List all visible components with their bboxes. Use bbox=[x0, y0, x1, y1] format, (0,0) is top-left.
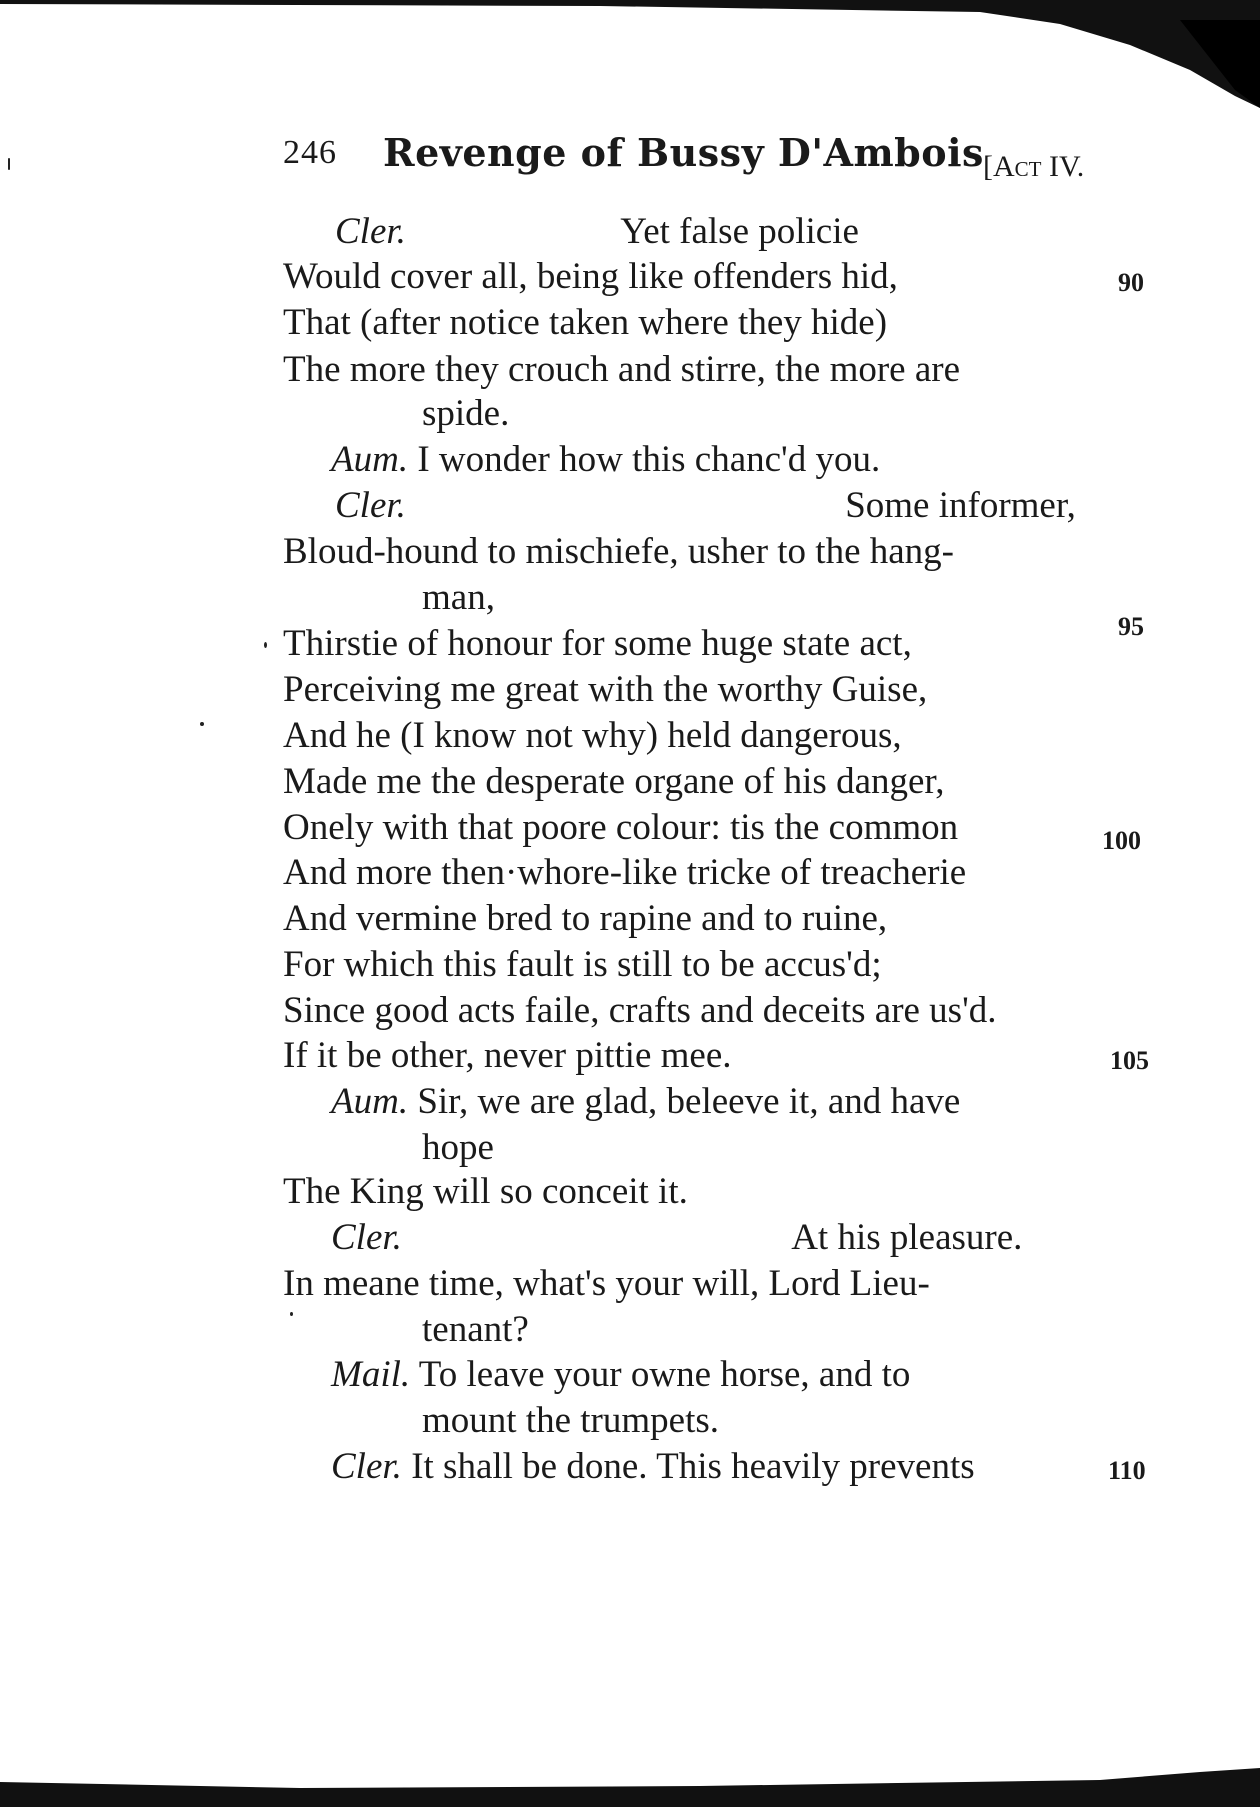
verse-line bbox=[331, 1353, 910, 1397]
page-number: 246 bbox=[283, 134, 337, 171]
verse-line: Perceiving me great with the worthy Guise, bbox=[283, 669, 928, 710]
scan-speck bbox=[264, 642, 267, 648]
act-label: [Act IV. bbox=[983, 150, 1085, 183]
line-number: 95 bbox=[1118, 612, 1144, 641]
verse-line bbox=[335, 484, 1076, 528]
speaker-name: Aum. bbox=[331, 439, 409, 480]
verse-line: And more then·whore-like tricke of treacherie bbox=[283, 852, 967, 893]
page-edge-bottom bbox=[0, 1760, 1260, 1807]
verse-line: Would cover all, being like offenders hid, bbox=[283, 256, 898, 297]
line-number: 105 bbox=[1110, 1046, 1149, 1075]
verse-line: That (after notice taken where they hide) bbox=[283, 302, 888, 343]
speaker-name: Aum. bbox=[331, 1081, 409, 1122]
line-text: To leave your owne horse, and to bbox=[418, 1354, 911, 1395]
line-number: 90 bbox=[1118, 268, 1144, 297]
verse-line bbox=[331, 1216, 1022, 1260]
line-number: 110 bbox=[1108, 1456, 1146, 1485]
line-text: I wonder how this chanc'd you. bbox=[417, 439, 881, 480]
speaker-name: Mail. bbox=[331, 1354, 411, 1395]
running-header bbox=[283, 128, 1113, 188]
verse-line: And he (I know not why) held dangerous, bbox=[283, 715, 902, 756]
verse-line bbox=[335, 210, 859, 254]
verse-line bbox=[331, 438, 880, 482]
verse-line: Onely with that poore colour: tis the common bbox=[283, 807, 959, 848]
line-text: Some informer, bbox=[845, 485, 1076, 526]
verse-line: tenant? bbox=[422, 1309, 529, 1350]
speaker-name: Cler. bbox=[331, 1217, 402, 1258]
verse-line: The more they crouch and stirre, the more are bbox=[283, 349, 961, 390]
verse-line: spide. bbox=[422, 393, 510, 434]
line-number: 100 bbox=[1102, 826, 1141, 855]
verse-line bbox=[331, 1080, 960, 1124]
scan-speck bbox=[290, 1312, 293, 1316]
verse-line: Bloud-hound to mischiefe, usher to the hang- bbox=[283, 531, 955, 572]
line-text: It shall be done. This heavily prevents bbox=[411, 1446, 975, 1487]
verse-line: In meane time, what's your will, Lord Lieu- bbox=[283, 1263, 930, 1304]
verse-line: mount the trumpets. bbox=[422, 1400, 719, 1441]
verse-line: The King will so conceit it. bbox=[283, 1171, 688, 1212]
scan-speck bbox=[200, 722, 204, 726]
running-title: Revenge of Bussy D'Ambois bbox=[383, 130, 984, 175]
verse-line: man, bbox=[422, 577, 495, 618]
verse-line: And vermine bred to rapine and to ruine, bbox=[283, 898, 888, 939]
line-text: At his pleasure. bbox=[791, 1217, 1023, 1258]
speaker-name: Cler. bbox=[335, 485, 406, 526]
verse-line: Made me the desperate organe of his danger, bbox=[283, 761, 945, 802]
line-text: Yet false policie bbox=[620, 211, 859, 252]
speaker-name: Cler. bbox=[335, 211, 406, 252]
scan-speck bbox=[8, 158, 10, 170]
verse-line: Since good acts faile, crafts and deceits are us'd. bbox=[283, 990, 997, 1031]
line-text: Sir, we are glad, beleeve it, and have bbox=[417, 1081, 961, 1122]
verse-line: If it be other, never pittie mee. bbox=[283, 1035, 732, 1076]
speaker-name: Cler. bbox=[331, 1446, 402, 1487]
verse-line bbox=[331, 1445, 975, 1489]
verse-line: hope bbox=[422, 1127, 494, 1168]
page-edge-top bbox=[0, 0, 1260, 110]
verse-line: For which this fault is still to be accus'd; bbox=[283, 944, 882, 985]
verse-line: Thirstie of honour for some huge state act, bbox=[283, 623, 912, 664]
